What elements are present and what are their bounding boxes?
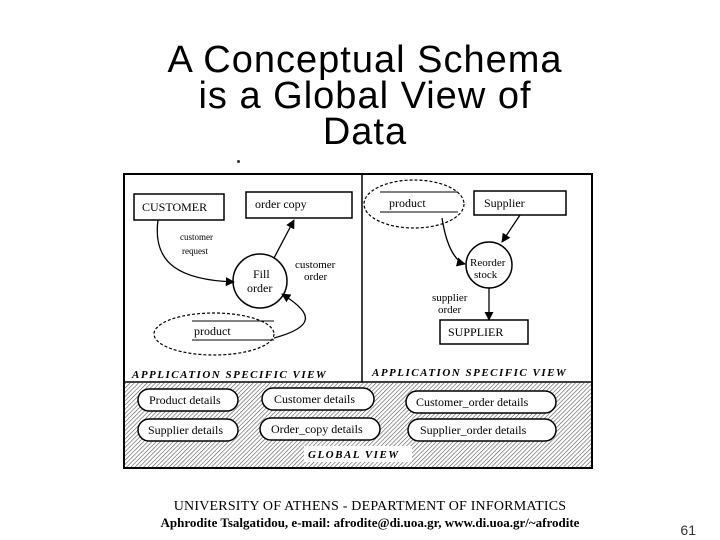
customer-order-label-1: customer — [295, 259, 336, 271]
schema-diagram — [122, 170, 594, 470]
reorder-stock-label-2: stock — [474, 269, 498, 281]
slide-title-line-3: Data — [322, 111, 408, 153]
supplier-order-label-2: order — [438, 304, 462, 316]
supplier-source-label: Supplier — [484, 196, 525, 210]
entity-order-copy-details-label: Order_copy details — [271, 422, 363, 436]
product-label-right: product — [389, 196, 426, 210]
product-label-left: product — [194, 324, 231, 338]
slide-title — [120, 39, 610, 153]
supplier-order-label-1: supplier — [432, 292, 468, 304]
slide-title-line-2: is a Global View of — [198, 75, 532, 117]
customer-order-label-2: order — [304, 271, 328, 283]
entity-product-details-label: Product details — [149, 393, 221, 407]
entity-customer-order-details-label: Customer_order details — [416, 395, 529, 409]
reorder-stock-label-1: Reorder — [470, 257, 506, 269]
customer-request-label-2: request — [182, 246, 208, 256]
footer-author-contact: Aphrodite Tsalgatidou, e-mail: afrodite@di.uoa.gr, www.di.uoa.gr/~afrodite — [160, 515, 580, 530]
customer-request-label-1: customer — [180, 232, 213, 242]
footer-institution: UNIVERSITY OF ATHENS - DEPARTMENT OF INFORMATICS — [173, 499, 567, 514]
entity-supplier-details-label: Supplier details — [148, 423, 223, 437]
fill-order-label-1: Fill — [253, 267, 270, 281]
global-view-label: GLOBAL VIEW — [308, 449, 400, 461]
fill-order-label-2: order — [247, 281, 273, 295]
entity-customer-details-label: Customer details — [274, 392, 355, 406]
right-view-label: APPLICATION SPECIFIC VIEW — [372, 367, 568, 379]
scan-speck — [237, 160, 240, 163]
slide-title-line-1: A Conceptual Schema — [167, 39, 563, 81]
left-view-label: APPLICATION SPECIFIC VIEW — [132, 369, 328, 381]
order-copy-label: order copy — [255, 197, 307, 211]
customer-label: CUSTOMER — [142, 200, 208, 214]
supplier-sink-label: SUPPLIER — [448, 325, 504, 339]
page-number: 61 — [680, 522, 696, 538]
entity-supplier-order-details-label: Supplier_order details — [420, 423, 527, 437]
